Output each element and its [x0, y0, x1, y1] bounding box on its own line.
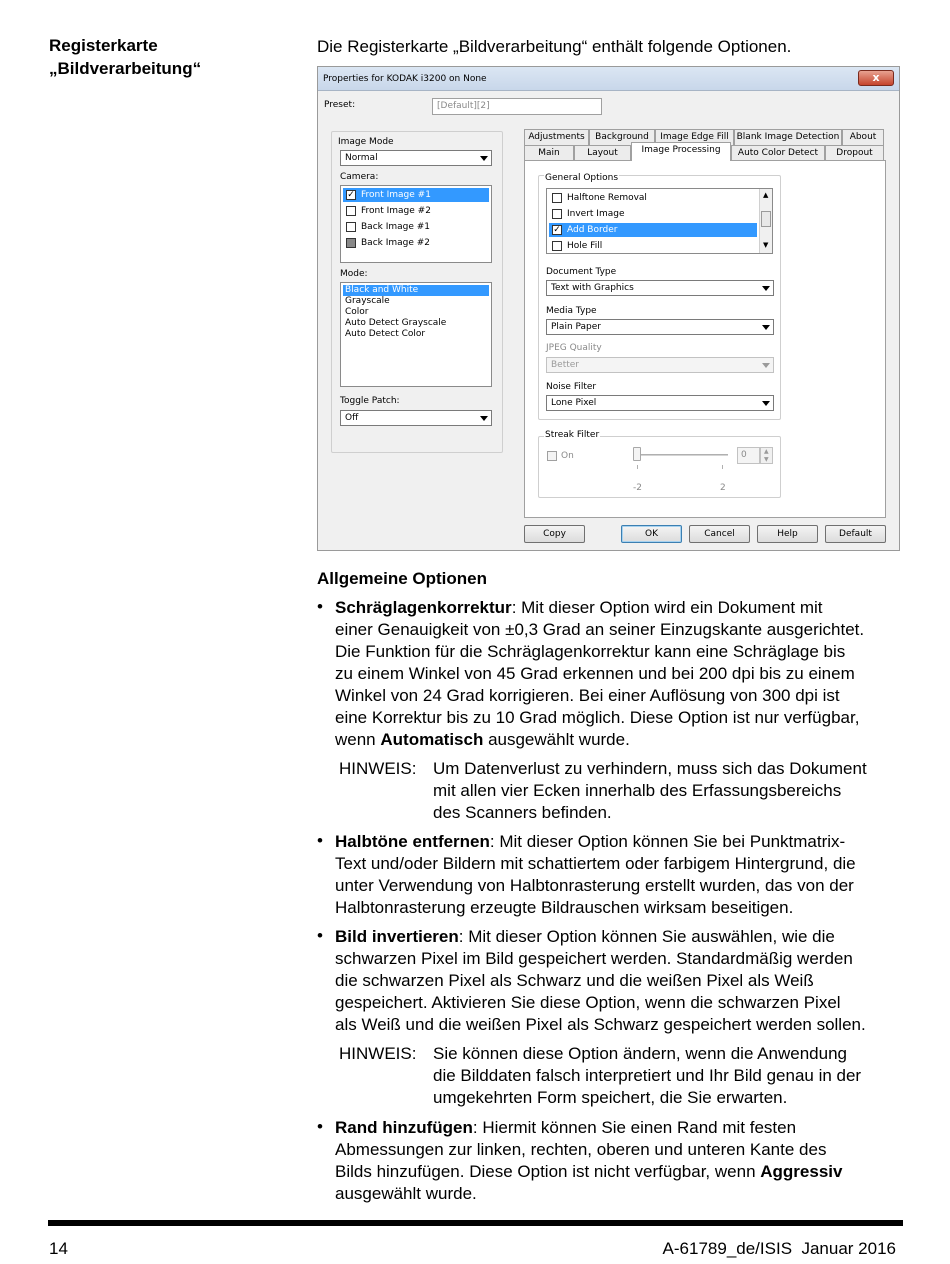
slider-min-label: -2	[633, 483, 642, 493]
camera-list	[340, 185, 492, 263]
checkbox-icon[interactable]	[346, 206, 356, 216]
term-add-border: Rand hinzufügen	[335, 1118, 473, 1137]
tab-dropout[interactable]: Dropout	[825, 145, 884, 161]
page-number: 14	[49, 1239, 68, 1258]
chevron-down-icon	[480, 156, 488, 161]
bullet-deskew: Schräglagenkorrektur: Mit dieser Option wird ein Dokument mit einer Genauigkeit von ±0,3 Grad an seiner Einzugskante ausgerichtet. Die Funktion für die Schräglagenkorrektur kann eine Schräglage bis zu einem Winkel von 45 Grad erkennen und bei 200 dpi bis zu einem Winkel von 24 Grad korrigieren. Bei einer Auflösung von 300 dpi ist eine Korrektur bis zu 10 Grad möglich. Diese Option ist nur verfügbar, wenn Automatisch ausgewählt wurde.	[335, 598, 865, 749]
note-text: Um Datenverlust zu verhindern, muss sich das Dokument mit allen vier Ecken innerhalb des Erfassungsbereichs des Scanners befinden.	[433, 759, 867, 822]
streak-spinner[interactable]	[760, 447, 773, 464]
document-id: A-61789_de/ISIS Januar 2016	[662, 1239, 896, 1258]
media-type-value: Plain Paper	[551, 322, 601, 332]
mode-label: Mode:	[340, 269, 368, 279]
note-label: HINWEIS:	[339, 1044, 417, 1063]
general-option-item[interactable]: Halftone Removal	[549, 191, 647, 205]
bullet: •	[317, 926, 323, 945]
jpeg-quality-label: JPEG Quality	[546, 343, 602, 353]
tab-background[interactable]: Background	[589, 129, 655, 145]
scroll-down-icon[interactable]: ▼	[763, 241, 769, 249]
help-button[interactable]: Help	[757, 525, 818, 543]
scrollbar[interactable]	[759, 189, 772, 253]
checkbox-icon[interactable]	[552, 241, 562, 251]
term-deskew: Schräglagenkorrektur	[335, 598, 512, 617]
tab-about[interactable]: About	[842, 129, 884, 145]
mode-item[interactable]: Grayscale	[345, 296, 390, 306]
toggle-patch-select[interactable]	[340, 410, 492, 426]
note-label: HINWEIS:	[339, 759, 417, 778]
general-option-item[interactable]: ✓ Add Border	[549, 223, 757, 237]
preset-field[interactable]	[432, 98, 602, 115]
slider-track	[636, 454, 728, 456]
streak-filter-group	[538, 436, 781, 498]
term-halftone: Halbtöne entfernen	[335, 832, 490, 851]
toggle-patch-label: Toggle Patch:	[340, 396, 400, 406]
noise-filter-label: Noise Filter	[546, 382, 597, 392]
image-mode-value: Normal	[345, 153, 378, 163]
mode-item[interactable]: Color	[345, 307, 369, 317]
mode-item[interactable]: Black and White	[343, 285, 489, 296]
tab-layout[interactable]: Layout	[574, 145, 631, 161]
footer-rule	[48, 1220, 903, 1226]
mode-item[interactable]: Auto Detect Color	[345, 329, 426, 339]
tab-adjustments[interactable]: Adjustments	[524, 129, 589, 145]
streak-value-field[interactable]	[737, 447, 760, 464]
document-type-value: Text with Graphics	[551, 283, 634, 293]
bullet-add-border: Rand hinzufügen: Hiermit können Sie einen Rand mit festen Abmessungen zur linken, rechten, oberen und unteren Kante des Bilds hinzufügen. Diese Option ist nicht verfügbar, wenn Aggressiv ausgewählt wurde.	[335, 1118, 843, 1203]
chevron-down-icon	[762, 325, 770, 330]
mode-list	[340, 282, 492, 387]
general-options-label: General Options	[545, 173, 619, 183]
checkbox-icon[interactable]	[346, 238, 356, 248]
image-mode-select[interactable]	[340, 150, 492, 166]
camera-item[interactable]: ✓ Front Image #1	[343, 188, 489, 202]
camera-item[interactable]: Back Image #2	[343, 236, 430, 250]
streak-on-label: On	[561, 451, 574, 461]
preset-label: Preset:	[324, 100, 356, 110]
properties-dialog	[317, 66, 900, 551]
tab-main[interactable]: Main	[524, 145, 574, 161]
checkbox-icon[interactable]	[552, 209, 562, 219]
general-options-list	[546, 188, 773, 254]
note-text: Sie können diese Option ändern, wenn die Anwendung die Bilddaten falsch interpretiert und Ihr Bild genau in der umgekehrten Form speichert, die Sie erwarten.	[433, 1044, 862, 1107]
dialog-titlebar	[318, 67, 899, 91]
camera-item[interactable]: Back Image #1	[343, 220, 430, 234]
camera-label: Camera:	[340, 172, 379, 182]
bullet: •	[317, 831, 323, 850]
chevron-down-icon	[762, 286, 770, 291]
noise-filter-value: Lone Pixel	[551, 398, 597, 408]
cancel-button[interactable]: Cancel	[689, 525, 750, 543]
jpeg-quality-value: Better	[551, 360, 580, 370]
side-heading: Registerkarte „Bildverarbeitung“	[49, 36, 202, 78]
checkbox-icon[interactable]	[552, 225, 562, 235]
term-invert: Bild invertieren	[335, 927, 459, 946]
streak-value: 0	[741, 450, 747, 460]
scroll-up-icon[interactable]: ▲	[763, 191, 769, 199]
preset-value: [Default][2]	[437, 101, 490, 111]
intro-text: Die Registerkarte „Bildverarbeitung“ enthält folgende Optionen.	[317, 37, 792, 56]
default-button[interactable]: Default	[825, 525, 886, 543]
dialog-title: Properties for KODAK i3200 on None	[323, 74, 487, 84]
chevron-down-icon	[480, 416, 488, 421]
toggle-patch-value: Off	[345, 413, 359, 423]
tab-image-processing[interactable]: Image Processing	[631, 142, 731, 161]
slider-tick	[722, 465, 723, 469]
spin-down-icon[interactable]: ▼	[764, 456, 769, 463]
streak-on-checkbox[interactable]	[547, 451, 557, 461]
media-type-select[interactable]	[546, 319, 774, 335]
slider-max-label: 2	[720, 483, 726, 493]
general-option-item[interactable]: Hole Fill	[549, 239, 602, 253]
mode-item[interactable]: Auto Detect Grayscale	[345, 318, 447, 328]
bullet: •	[317, 1117, 323, 1136]
jpeg-quality-select[interactable]	[546, 357, 774, 373]
ok-button[interactable]: OK	[621, 525, 682, 543]
chevron-down-icon	[762, 401, 770, 406]
tab-blank-image-detection[interactable]: Blank Image Detection	[734, 129, 842, 145]
slider-thumb[interactable]	[633, 447, 641, 461]
image-mode-label: Image Mode	[338, 137, 394, 147]
slider-tick	[637, 465, 638, 469]
copy-button[interactable]: Copy	[524, 525, 585, 543]
checkbox-icon[interactable]	[346, 222, 356, 232]
scrollbar-thumb[interactable]	[761, 211, 771, 227]
checkbox-icon[interactable]	[346, 190, 356, 200]
bullet-invert: Bild invertieren: Mit dieser Option können Sie auswählen, wie die schwarzen Pixel im Bild gespeichert werden. Standardmäßig werden die schwarzen Pixel als Schwarz und die weißen Pixel als Weiß gespeichert. Aktivieren Sie diese Option, wenn die schwarzen Pixel als Weiß und die weißen Pixel als Schwarz gespeichert werden sollen.	[335, 927, 866, 1034]
document-type-select[interactable]	[546, 280, 774, 296]
camera-item[interactable]: Front Image #2	[343, 204, 431, 218]
close-button[interactable]: x	[858, 70, 894, 86]
bullet: •	[317, 597, 323, 616]
tab-auto-color-detect[interactable]: Auto Color Detect	[731, 145, 825, 161]
media-type-label: Media Type	[546, 306, 597, 316]
spin-up-icon[interactable]: ▲	[764, 448, 769, 455]
general-option-item[interactable]: Invert Image	[549, 207, 625, 221]
streak-filter-label: Streak Filter	[545, 430, 600, 440]
document-type-label: Document Type	[546, 267, 617, 277]
tab-image-edge-fill[interactable]: Image Edge Fill	[655, 129, 734, 145]
chevron-down-icon	[762, 363, 770, 368]
noise-filter-select[interactable]	[546, 395, 774, 411]
checkbox-icon[interactable]	[552, 193, 562, 203]
section-heading: Allgemeine Optionen	[317, 569, 488, 588]
bullet-halftone: Halbtöne entfernen: Mit dieser Option können Sie bei Punktmatrix- Text und/oder Bildern mit schattiertem oder farbigem Hintergrund, die unter Verwendung von Halbtonrasterung erstellt wurden, das von der Halbtonrasterung erzeugte Bildrauschen wirksam beseitigen.	[335, 832, 856, 917]
